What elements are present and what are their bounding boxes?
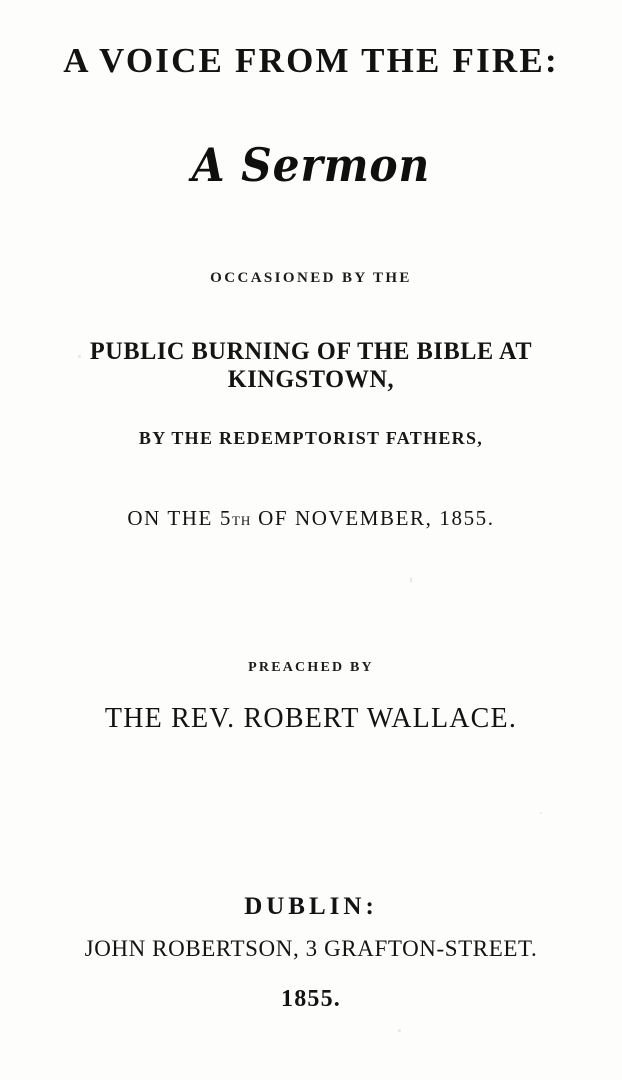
date-line [0,507,622,530]
paper-speck [398,1029,401,1032]
imprint-year: 1855. [281,986,341,1012]
date-line-superscript: TH [231,513,252,528]
date-line-after: OF NOVEMBER, 1855. [251,506,495,530]
imprint-publisher: JOHN ROBERTSON, 3 GRAFTON-STREET. [84,936,538,961]
page-title: A VOICE FROM THE FIRE: [63,41,559,80]
agent-line: BY THE REDEMPTORIST FATHERS, [138,428,484,448]
preached-by-label: PREACHED BY [248,660,374,675]
paper-speck [410,577,412,583]
subject-line: PUBLIC BURNING OF THE BIBLE AT KINGSTOWN, [89,338,533,393]
imprint-city: DUBLIN: [244,893,378,920]
author-name: THE REV. ROBERT WALLACE. [104,703,518,734]
occasioned-by-label: OCCASIONED BY THE [210,270,412,286]
date-line-before: ON THE 5 [127,506,232,530]
sermon-heading: A Sermon [191,138,431,192]
paper-speck [540,812,542,814]
